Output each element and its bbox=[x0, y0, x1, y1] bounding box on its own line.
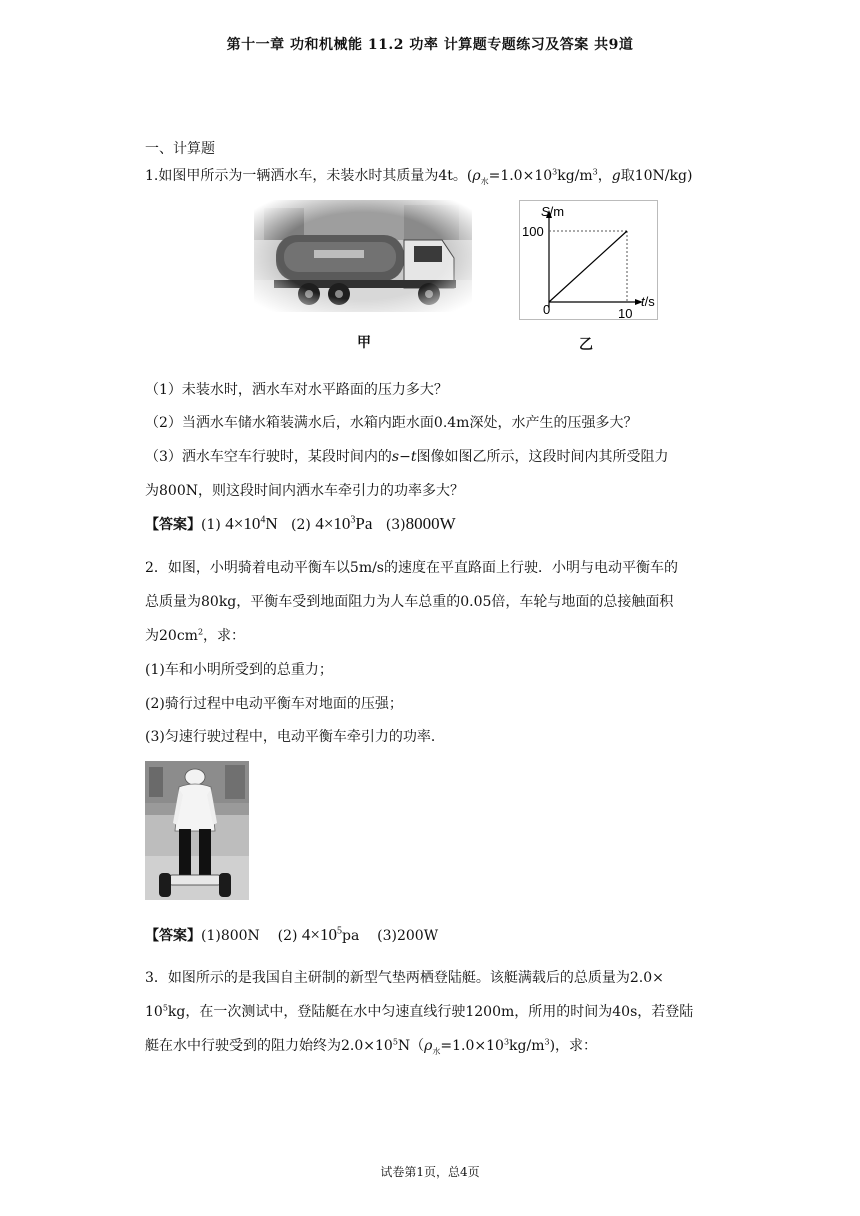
q3-line3: 艇在水中行驶受到的阻力始终为$2.0\times 10^5N(\rho_水=1.0\times 10^3kg/m^3)$，求： bbox=[145, 1037, 598, 1056]
q3-line1: 3．如图所示的是我国自主研制的新型气垫两栖登陆艇。该艇满载后的总质量为2.0× bbox=[145, 970, 664, 986]
s-t-graph bbox=[519, 200, 659, 324]
q1-sub3-line1: （3）洒水车空车行驶时，某段时间内的s−t图像如图乙所示，这段时间内其所受阻力 bbox=[145, 449, 669, 465]
q2-sub1: (1)车和小明所受到的总重力； bbox=[145, 662, 333, 678]
q1-sub3-line2: 为800N，则这段时间内洒水车牵引力的功率多大？ bbox=[145, 483, 464, 499]
balance-scooter-photo bbox=[145, 761, 249, 900]
water-truck-photo bbox=[254, 200, 472, 312]
q1-answer: 【答案】(1) $4\times 10^4N$ (2) $4\times 10^3Pa$ (3)8000W bbox=[145, 514, 456, 533]
q2-line2: 总质量为80kg，平衡车受到地面阻力为人车总重的0.05倍，车轮与地面的总接触面积 bbox=[145, 594, 674, 610]
caption-jia: 甲 bbox=[357, 335, 371, 351]
page-footer: 试卷第1页，总4页 bbox=[380, 1165, 480, 1179]
q2-sub3: (3)匀速行驶过程中，电动平衡车牵引力的功率． bbox=[145, 729, 445, 745]
q2-answer: 【答案】(1)800N (2) $4\times 10^5pa$ (3)200W bbox=[145, 925, 439, 944]
graph-origin: 0 bbox=[543, 302, 551, 317]
q1-sub2: （2）当洒水车储水箱装满水后，水箱内距水面0.4m深处，水产生的压强多大？ bbox=[145, 415, 638, 431]
q2-line3: 为$20cm^2$，求： bbox=[145, 627, 246, 644]
q3-line2: $10^5kg$，在一次测试中，登陆艇在水中匀速直线行驶1200m，所用的时间为40s，若登陆 bbox=[145, 1003, 694, 1020]
page-title: 第十一章 功和机械能 11.2 功率 计算题专题练习及答案 共9道 bbox=[226, 37, 634, 53]
q2-line1: 2．如图，小明骑着电动平衡车以5m/s的速度在平直路面上行驶．小明与电动平衡车的 bbox=[145, 560, 678, 576]
section-heading: 一、计算题 bbox=[145, 141, 215, 157]
q2-sub2: (2)骑行过程中电动平衡车对地面的压强； bbox=[145, 696, 403, 712]
q1-sub1: （1）未装水时，洒水车对水平路面的压力多大？ bbox=[145, 382, 448, 398]
graph-ylabel: S/m bbox=[541, 204, 565, 219]
graph-xlabel: t/s bbox=[641, 294, 655, 309]
graph-y-tick: 100 bbox=[522, 224, 544, 239]
q1-stem: 1.如图甲所示为一辆洒水车，未装水时其质量为4t。($\rho_水=1.0\times 10^3kg/m^3$，g取10N/kg) bbox=[145, 167, 693, 186]
graph-x-tick: 10 bbox=[618, 306, 633, 321]
caption-yi: 乙 bbox=[579, 337, 593, 353]
